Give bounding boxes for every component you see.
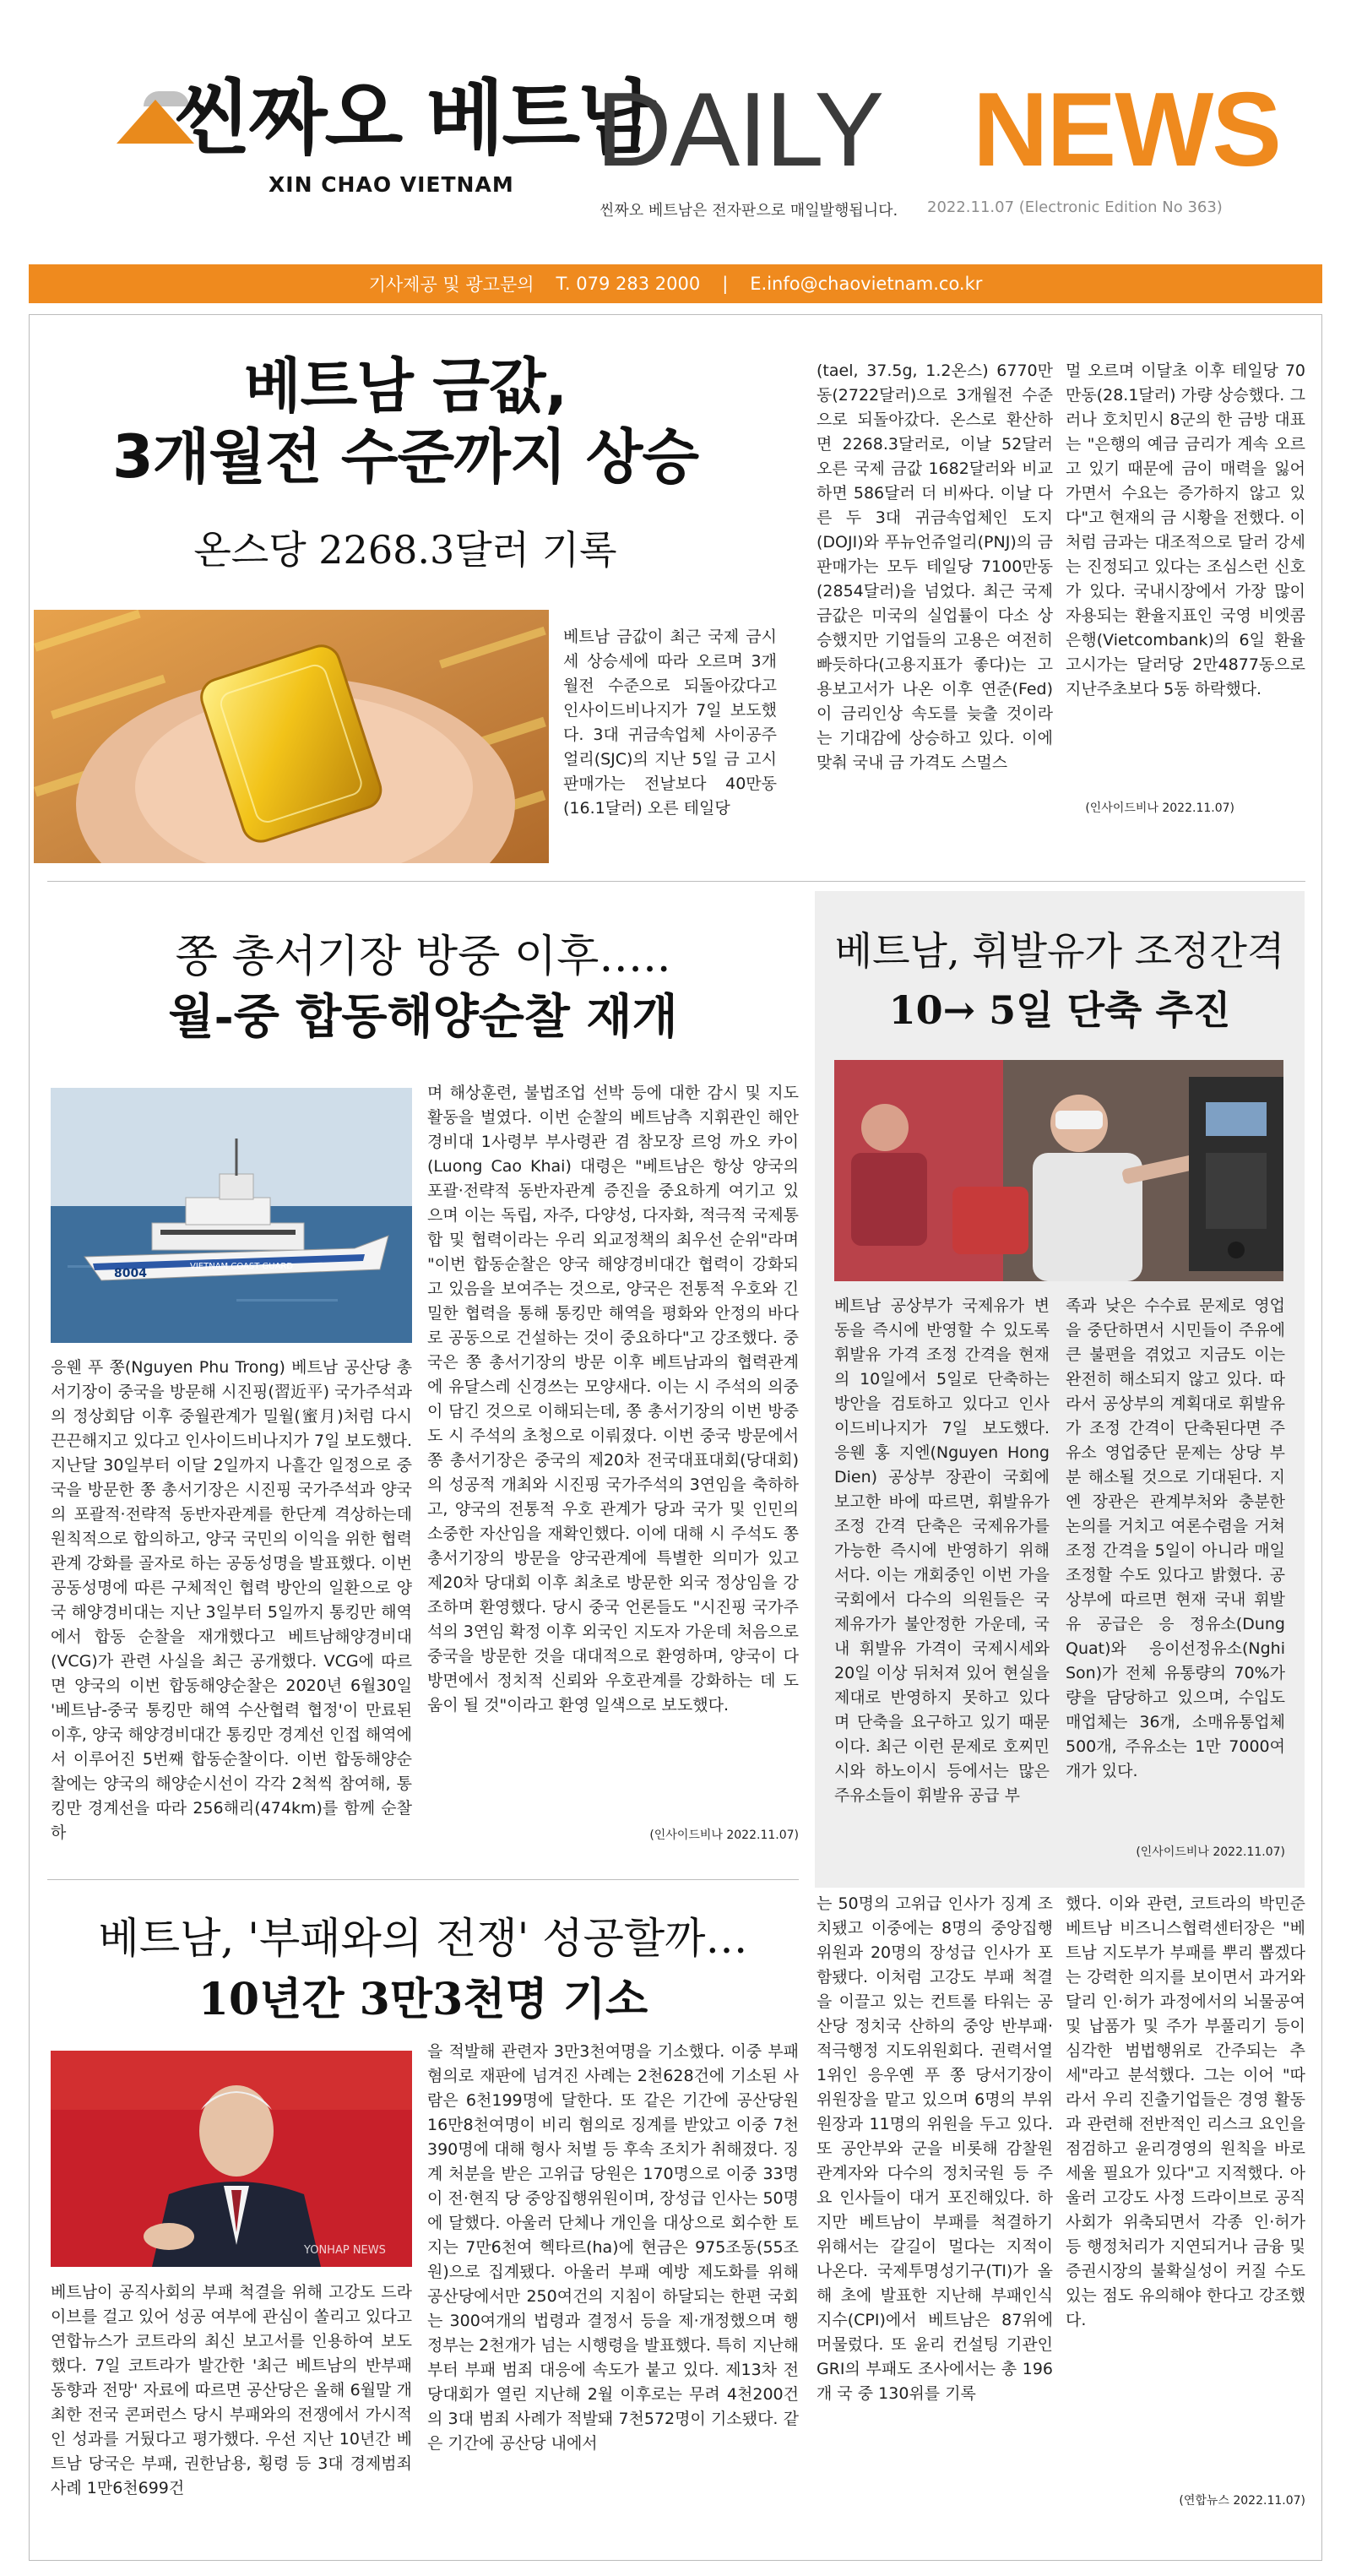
contact-label: 기사제공 및 광고문의 [368, 274, 534, 295]
gold-subhead: 온스당 2268.3달러 기록 [193, 527, 617, 573]
masthead-daily: DAILY [596, 72, 883, 188]
corruption-col-4-text: 했다. 이와 관련, 코트라의 박민준 베트남 비즈니스협력센터장은 "베트남 지도부가 부패를 뿌리 뽑겠다는 강력한 의지를 보이면서 과거와 달리 인·허가 과정에서의 뇌물공여 및 납품가 및 주가 부풀리기 등이 심각한 범법행위로 간주되는 추세"라고 분석했다. 그는 이어 "따라서 우리 진출기업들은 경영 활동과 관련해 전반적인 리스크 요인을 점검하고 윤리경영의 원칙을 바로 세울 필요가 있다"고 지적했다. 아울러 고강도 사정 드라이브로 공직사회가 위축되면서 각종 인·허가 등 행정처리가 지연되거나 금융 및 증권시장의 불확실성이 커질 수도 있는 점도 유의해야 한다고 강조했다. [1066, 1894, 1305, 2329]
gold-headline-line2: 3개월전 수준까지 상승 [111, 422, 699, 492]
patrol-col-2 [427, 1081, 799, 1718]
patrol-col-2-text: 며 해상훈련, 불법조업 선박 등에 대한 감시 및 지도 활동을 벌였다. 이번 순찰의 베트남측 지휘관인 해안경비대 1사령부 부사령관 겸 참모장 르엉 까오 카이(Luong Cao Khai) 대령은 "베트남은 항상 양국의 포괄·전략적 동반자관계 증진을 중요하게 여기고 있으며 이는 독립, 자주, 다양성, 다자화, 적극적 국제통합 및 협력이라는 우리 외교정책의 최우선 순위"라며 "이번 합동순찰은 양국 해양경비대간 협력이 강화되고 있음을 보여주는 것으로, 양국은 전통적 우호와 긴밀한 협력을 통해 통킹만 해역을 평화와 안정의 바다로 공동으로 건설하는 것이 중요하다"고 강조했다. 중국은 쫑 총서기장의 방문 이후 베트남과의 협력관계에 유달스레 신경쓰는 모양새다. 이는 시 주석의 의중이 담긴 것으로 이해되는데, 쫑 총서기장의 이번 방중도 시 주석의 초청으로 이뤄졌다. 이번 중국 방문에서 쫑 총서기장은 중국의 제20차 전국대표대회(당대회)의 성공적 개최와 시진핑 국가주석의 3연임을 축하하고, 양국의 전통적 우호 관계가 당과 국가 및 인민의 소중한 자산임을 재확인했다. 이에 대해 시 주석도 쫑 총서기장의 방문을 양국관계에 특별한 의미가 있고 제20차 당대회 이후 최초로 방문한 외국 정상임을 강조하며 환영했다. 당시 중국 언론들도 "시진핑 국가주석의 3연임 확정 이후 외국인 지도자 가운데 처음으로 중국을 방문한 것을 대대적으로 환영하며, 양국이 다방면에서 정치적 신뢰와 우호관계를 강화하는 데 도움이 될 것"이라고 환영 일색으로 보도했다. [427, 1084, 799, 1715]
corruption-col-3-text: 는 50명의 고위급 인사가 징계 조치됐고 이중에는 8명의 중앙집행위원과 20명의 장성급 인사가 포함됐다. 이처럼 고강도 부패 척결을 이끌고 있는 컨트롤 타워는 공산당 정치국 산하의 중앙 반부패·적극행정 지도위원회다. 권력서열 1위인 응우옌 푸 쫑 당서기장이 위원장을 맡고 있으며 6명의 부위원장과 11명의 위원을 두고 있다. 또 공안부와 군을 비롯해 감찰원 관계자와 다수의 정치국원 등 주요 인사들이 대거 포진해있다. 하지만 베트남이 부패를 척결하기 위해서는 갈길이 멀다는 지적이 나온다. 국제투명성기구(TI)가 올해 초에 발표한 지난해 부패인식지수(CPI)에서 베트남은 87위에 머물렀다. 또 윤리 컨설팅 기관인 GRI의 부패도 조사에서는 총 196개 국 중 130위를 기록 [817, 1894, 1053, 2403]
divider-1 [47, 881, 1305, 882]
contact-email[interactable]: E.info@chaovietnam.co.kr [750, 274, 983, 294]
patrol-headline-line1: 쫑 총서기장 방중 이후….. [175, 932, 671, 982]
fuel-station-photo [834, 1060, 1283, 1281]
fuel-col-2-text: 족과 낮은 수수료 문제로 영업을 중단하면서 시민들이 주유에 큰 불편을 겪었고 지금도 이는 완전히 해소되지 않고 있다. 따라서 공상부의 계획대로 휘발유가 조정 간격이 단축된다면 주유소 영업중단 문제는 상당 부분 해소될 것으로 기대된다. 지엔 장관은 관계부처와 충분한 논의를 거치고 여론수렴을 거쳐 조정 간격을 5일이 아니라 매일 조정할 수도 있다고 밝혔다. 공상부에 따르면 현재 국내 휘발유 공급은 응 정유소(Dung Quat)와 응이선정유소(Nghi Son)가 전체 유통량의 70%가량을 담당하고 있으며, 수입도매업체는 36개, 소매유통업체 500개, 주유소는 1만 7000여개가 있다. [1066, 1296, 1285, 1780]
ship-number: 8004 [114, 1267, 147, 1280]
corruption-col-3 [817, 1892, 1053, 2406]
patrol-source: (인사이드비나 2022.11.07) [649, 1829, 799, 1842]
gold-col-3-text: 멀 오르며 이달초 이후 테일당 70만동(28.1달러) 가량 상승했다. 그러나 호치민시 8군의 한 금방 대표는 "은행의 예금 금리가 계속 오르고 있기 때문에 금이 매력을 잃어가면서 수요는 증가하지 않고 있다"고 현재의 금 시황을 전했다. 이처럼 금과는 대조적으로 달러 강세는 진정되고 있다는 조심스런 신호가 있다. 국내시장에서 가장 많이 자용되는 환율지표인 국영 비엣콤은행(Vietcombank)의 6일 환율 고시가는 달러당 2만4877동으로 지난주초보다 5동 하락했다. [1066, 361, 1305, 698]
masthead-news: NEWS [973, 72, 1280, 188]
gold-source: (인사이드비나 2022.11.07) [1085, 802, 1234, 815]
edition-info: 2022.11.07 (Electronic Edition No 363) [927, 198, 1223, 216]
fuel-headline-line1: 베트남, 휘발유가 조정간격 [834, 928, 1285, 974]
gold-headline-line1: 베트남 금값, [243, 351, 567, 421]
fuel-source: (인사이드비나 2022.11.07) [1136, 1845, 1285, 1859]
ship-hull-label: VIETNAM COAST GUARD [190, 1262, 294, 1271]
corruption-headline-line1: 베트남, '부패와의 전쟁' 성공할까… [98, 1914, 748, 1963]
gold-col-1-text: 베트남 금값이 최근 국제 금시세 상승세에 따라 오르며 3개월전 수준으로 되돌아갔다고 인사이드비나지가 7일 보도했다. 3대 귀금속업체 사이공주얼리(SJC)의 지난 5일 금 고시 판매가는 전날보다 40만동(16.1달러) 오른 테일당 [563, 628, 777, 818]
tagline: 씬짜오 베트남은 전자판으로 매일발행됩니다. [600, 202, 898, 220]
coast-guard-ship-photo [51, 1088, 412, 1343]
corruption-col-1 [51, 2280, 412, 2501]
fuel-col-2 [1066, 1294, 1285, 1784]
divider-2 [47, 1879, 799, 1880]
patrol-headline-line2: 월-중 합동해양순찰 재개 [168, 989, 678, 1045]
photo-watermark: YONHAP NEWS [304, 2244, 386, 2257]
patrol-col-1-text: 응웬 푸 쫑(Nguyen Phu Trong) 베트남 공산당 총서기장이 중국을 방문해 시진핑(習近平) 국가주석과의 정상회담 이후 중월관계가 밀월(蜜月)처럼 다시 끈끈해지고 있다고 인사이드비나지가 7일 보도했다. 지난달 30일부터 이달 2일까지 나흘간 일정으로 중국을 방문한 쫑 총서기장은 시진핑 국가주석과 양국의 포괄적·전략적 동반자관계를 한단계 격상하는데 원칙적으로 합의하고, 양국 국민의 이익을 위한 협력관계 강화를 골자로 하는 공동성명을 발표했다. 이번 공동성명에 따른 구체적인 협력 방안의 일환으로 양국 해양경비대는 지난 3일부터 5일까지 통킹만 해역에서 합동 순찰을 재개했다고 베트남해양경비대(VCG)가 관련 사실을 최근 공개했다. VCG에 따르면 양국의 이번 합동해양순찰은 2020년 6월30일 '베트남-중국 통킹만 해역 수산협력 협정'이 만료된 이후, 양국 해양경비대간 통킹만 경계선 인접 해역에서 이루어진 5번째 합동순찰이다. 이번 합동해양순찰에는 양국의 해양순시선이 각각 2척씩 참여해, 통킹만 경계선을 따라 256해리(474km)를 함께 순찰하 [51, 1358, 412, 1842]
gold-col-1 [563, 625, 777, 821]
contact-phone: T. 079 283 2000 [556, 274, 701, 294]
corruption-col-4 [1066, 1892, 1305, 2333]
gold-col-2-text: (tael, 37.5g, 1.2온스) 6770만동(2722달러)으로 3개월전 수준으로 되돌아갔다. 온스로 환산하면 2268.3달러로, 이날 52달러 오른 국제 금값 1682달러와 비교하면 586달러 더 비싸다. 이날 다른 두 3대 귀금속업체인 도지(DOJI)와 푸뉴언쥬얼리(PNJ)의 금 판매가는 모두 테일당 7100만동(2854달러)을 넘었다. 최근 국제 금값은 미국의 실업률이 다소 상승했지만 기업들의 고용은 여전히 빠듯하다(고용지표가 좋다)는 고용보고서가 나온 이후 연준(Fed)이 금리인상 속도를 늦출 것이라는 기대감에 상승하고 있다. 이에 맞춰 국내 금 가격도 스멀스 [817, 361, 1053, 772]
contact-bar [29, 264, 1322, 303]
gold-col-3 [1066, 359, 1305, 702]
logo-korean: 씬짜오 베트남 [173, 71, 654, 166]
fuel-headline-line2: 10→ 5일 단축 추진 [888, 987, 1231, 1033]
corruption-source: (연합뉴스 2022.11.07) [1179, 2494, 1305, 2508]
corruption-col-2 [427, 2040, 799, 2456]
corruption-headline-line2: 10년간 3만3천명 기소 [198, 1974, 648, 2025]
logo-english: XIN CHAO VIETNAM [269, 172, 514, 197]
contact-separator: | [722, 274, 729, 294]
gold-headline [34, 351, 777, 492]
fuel-col-1 [834, 1294, 1050, 1808]
gold-col-2 [817, 359, 1053, 775]
fuel-col-1-text: 베트남 공상부가 국제유가 변동을 즉시에 반영할 수 있도록 휘발유 가격 조정 간격을 현재의 10일에서 5일로 단축하는 방안을 검토하고 있다고 인사이드비나지가 7일 보도했다. 응웬 홍 지엔(Nguyen Hong Dien) 공상부 장관이 국회에 보고한 바에 따르면, 휘발유가 조정 간격 단축은 국제유가를 가능한 즉시에 반영하기 위해서다. 이는 개회중인 이번 가을 국회에서 다수의 의원들은 국제유가가 불안정한 가운데, 국내 휘발유 가격이 국제시세와 20일 이상 뒤처져 있어 현실을 제대로 반영하지 못하고 있다며 단축을 요구하고 있기 때문이다. 최근 이런 문제로 호찌민시와 하노이시 등에서는 많은 주유소들이 휘발유 공급 부 [834, 1296, 1050, 1805]
patrol-col-1 [51, 1356, 412, 1845]
gold-bar-photo [34, 610, 549, 863]
corruption-col-1-text: 베트남이 공직사회의 부패 척결을 위해 고강도 드라이브를 걸고 있어 성공 여부에 관심이 쏠리고 있다고 연합뉴스가 코트라의 최신 보고서를 인용하여 보도했다. 7일 코트라가 발간한 '최근 베트남의 반부패 동향과 전망' 자료에 따르면 공산당은 올해 6월말 개최한 전국 콘퍼런스 당시 부패와의 전쟁에서 가시적인 성과를 거뒀다고 평가했다. 우선 지난 10년간 베트남 당국은 부패, 권한남용, 횡령 등 3대 경제범죄 사례 1만6천699건 [51, 2283, 412, 2497]
corruption-col-2-text: 을 적발해 관련자 3만3천여명을 기소했다. 이중 부패 혐의로 재판에 넘겨진 사례는 2천628건에 기소된 사람은 6천199명에 달한다. 또 같은 기간에 공산당원 16만8천여명이 비리 혐의로 징계를 받았고 이중 7천390명에 대해 형사 처벌 등 후속 조치가 취해졌다. 징계 처분을 받은 고위급 당원은 170명으로 이중 33명이 전·현직 당 중앙집행위원이며, 장성급 인사는 50명에 달했다. 아울러 단체나 개인을 대상으로 회수한 토지는 7만6천여 헥타르(ha)에 현금은 975조동(55조원)으로 집계됐다. 아울러 부패 예방 제도화를 위해 공산당에서만 250여건의 지침이 하달되는 한편 국회는 300여개의 법령과 결정서 등을 제·개정했으며 행정부는 2천개가 넘는 시행령을 발표했다. 특히 지난해부터 부패 범죄 대응에 속도가 붙고 있다. 제13차 전당대회가 열린 지난해 2월 이후로는 무려 4천200건의 3대 범죄 사례가 적발돼 7천572명이 기소됐다. 같은 기간에 공산당 내에서 [427, 2042, 799, 2453]
party-leader-photo [51, 2051, 412, 2267]
